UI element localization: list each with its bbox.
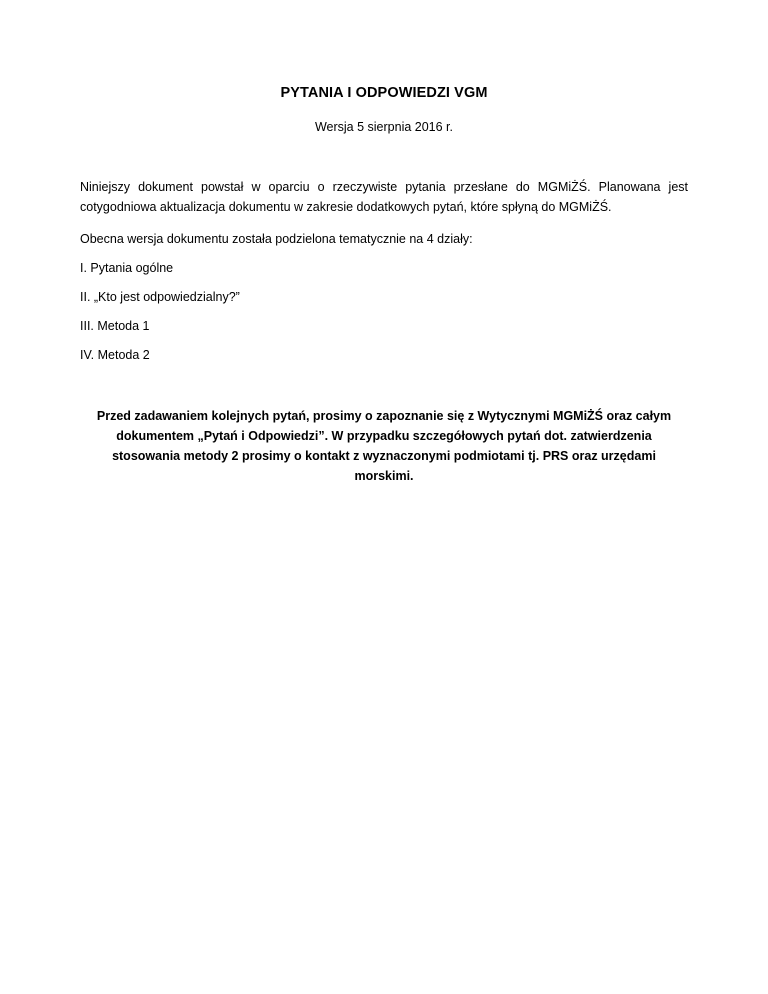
intro-paragraph: [80, 177, 688, 217]
intro-line: Niniejszy dokument powstał w oparciu o rzeczywiste pytania przesłane do MGMiŻŚ. Planowana jest: [80, 180, 688, 194]
notice-line: morskimi.: [354, 469, 414, 483]
notice-line: Przed zadawaniem kolejnych pytań, prosimy o zapoznanie się z Wytycznymi MGMiŻŚ oraz całym: [96, 409, 672, 423]
notice-line: dokumentem „Pytań i Odpowiedzi”. W przypadku szczegółowych pytań dot. zatwierdzenia: [116, 429, 652, 443]
section-item-general: I. Pytania ogólne: [80, 261, 174, 275]
document-title: PYTANIA I ODPOWIEDZI VGM: [280, 85, 488, 101]
intro-line: cotygodniowa aktualizacja dokumentu w zakresie dodatkowych pytań, które spłyną do MGMiŻŚ.: [80, 200, 612, 214]
section-item-responsible: II. „Kto jest odpowiedzialny?”: [80, 290, 240, 304]
sections-intro: Obecna wersja dokumentu została podzielona tematycznie na 4 działy:: [80, 232, 473, 246]
notice-paragraph: [86, 406, 682, 486]
document-version: Wersja 5 sierpnia 2016 r.: [314, 120, 454, 134]
notice-line: stosowania metody 2 prosimy o kontakt z wyznaczonymi podmiotami tj. PRS oraz urzędami: [112, 449, 656, 463]
section-item-method-2: IV. Metoda 2: [80, 348, 150, 362]
section-item-method-1: III. Metoda 1: [80, 319, 150, 333]
